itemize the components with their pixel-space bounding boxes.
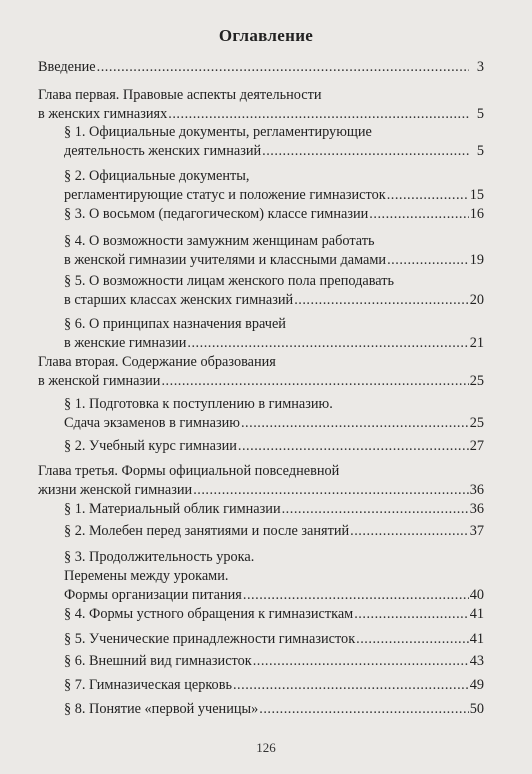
toc-entry-row	[64, 251, 484, 270]
page-title: Оглавление	[218, 26, 314, 45]
dot-leader	[97, 58, 469, 77]
dot-leader	[294, 291, 469, 310]
toc-entry-row	[38, 58, 484, 77]
toc-entry	[38, 462, 484, 500]
toc-page-number: 41	[469, 606, 484, 622]
toc-entry	[64, 315, 484, 353]
toc-entry	[64, 395, 484, 433]
dot-leader	[356, 630, 469, 649]
toc-entry	[38, 58, 484, 77]
toc-page-number: 25	[469, 373, 484, 389]
dot-leader	[369, 205, 468, 224]
toc-entry-row	[38, 481, 484, 500]
toc-page-number: 43	[469, 653, 484, 669]
toc-entry-text: § 3. О восьмом (педагогическом) классе гимназии	[64, 206, 369, 222]
toc-entry-text: § 1. Официальные документы, регламентирующие	[64, 124, 372, 140]
toc-entry-text: Глава вторая. Содержание образования	[38, 354, 276, 370]
toc-entry	[64, 630, 484, 649]
toc-entry	[38, 353, 484, 391]
dot-leader	[259, 700, 468, 719]
toc-entry-row	[64, 334, 484, 353]
toc-entry-text: § 2. Официальные документы,	[64, 168, 250, 184]
toc-page-number: 50	[469, 701, 484, 717]
toc-entry-text: § 4. О возможности замужним женщинам работать	[64, 233, 375, 249]
toc-entry-text: Введение	[38, 59, 96, 75]
toc-entry-text: § 3. Продолжительность урока.	[64, 549, 255, 565]
toc-entry-row	[64, 500, 484, 519]
toc-entry-text: в женской гимназии учителями и классными дамами	[64, 252, 387, 268]
toc-page-number: 41	[469, 631, 484, 647]
toc-entry	[64, 605, 484, 624]
toc-entry	[64, 167, 484, 205]
toc-page-number: 19	[469, 252, 484, 268]
toc-entry-text: § 6. О принципах назначения врачей	[64, 316, 286, 332]
toc-entry	[64, 205, 484, 224]
toc-page-number: 5	[476, 143, 484, 159]
dot-leader	[387, 251, 469, 270]
toc-entry-row	[64, 414, 484, 433]
toc-entry-text: § 1. Подготовка к поступлению в гимназию.	[64, 396, 333, 412]
toc-entry-row	[64, 605, 484, 624]
toc-entry	[64, 700, 484, 719]
toc-entry-text: § 5. Ученические принадлежности гимназисток	[64, 631, 356, 647]
dot-leader	[387, 186, 469, 205]
toc-page-number: 21	[469, 335, 484, 351]
toc-entry-text: Сдача экзаменов в гимназию	[64, 415, 240, 431]
dot-leader	[354, 605, 468, 624]
toc-entry-row	[38, 105, 484, 124]
toc-entry-row	[64, 205, 484, 224]
toc-entry-row	[64, 630, 484, 649]
dot-leader	[241, 414, 469, 433]
toc-entry-text: § 2. Учебный курс гимназии	[64, 438, 237, 454]
toc-entry-text: в женских гимназиях	[38, 106, 168, 122]
dot-leader	[253, 652, 469, 671]
toc-page-number: 40	[469, 587, 484, 603]
dot-leader	[168, 105, 469, 124]
toc-entry-row	[38, 372, 484, 391]
toc-entry	[64, 232, 484, 270]
toc-page-number: 20	[469, 292, 484, 308]
toc-entry-text: § 4. Формы устного обращения к гимназисткам	[64, 606, 354, 622]
dot-leader	[161, 372, 468, 391]
toc-entry-text: Глава третья. Формы официальной повседневной	[38, 463, 340, 479]
toc-page-number: 36	[469, 501, 484, 517]
toc-entry	[64, 437, 484, 456]
toc-entry-text: § 8. Понятие «первой ученицы»	[64, 701, 259, 717]
toc-entry-text: в женской гимназии	[38, 373, 161, 389]
dot-leader	[238, 437, 469, 456]
toc-entry-row	[64, 142, 484, 161]
toc-entry-text: жизни женской гимназии	[38, 482, 193, 498]
toc-entry-row	[64, 186, 484, 205]
toc-page-number: 36	[469, 482, 484, 498]
toc-entry	[64, 272, 484, 310]
dot-leader	[282, 500, 469, 519]
dot-leader	[262, 142, 469, 161]
toc-entry	[64, 676, 484, 695]
toc-entry-row	[64, 522, 484, 541]
dot-leader	[243, 586, 469, 605]
toc-entry	[64, 652, 484, 671]
toc-entry	[64, 123, 484, 161]
toc-page-number: 16	[469, 206, 484, 222]
toc-entry-text: регламентирующие статус и положение гимназисток	[64, 187, 386, 203]
toc-entry	[64, 522, 484, 541]
toc-page-number: 37	[469, 523, 484, 539]
toc-page-number: 49	[469, 677, 484, 693]
toc-page-number: 27	[469, 438, 484, 454]
toc-entry-text: § 2. Молебен перед занятиями и после занятий	[64, 523, 350, 539]
toc-entry-text: деятельность женских гимназий	[64, 143, 262, 159]
toc-entry	[64, 548, 484, 605]
toc-entry-row	[64, 676, 484, 695]
toc-entry-row	[64, 291, 484, 310]
toc-entry-row	[64, 437, 484, 456]
toc-entry-text: § 1. Материальный облик гимназии	[64, 501, 281, 517]
toc-page-number: 3	[476, 59, 484, 75]
toc-entry	[38, 86, 484, 124]
toc-entry-text: в старших классах женских гимназий	[64, 292, 294, 308]
toc-entry-text: в женские гимназии	[64, 335, 187, 351]
toc-entry-text: Перемены между уроками.	[64, 568, 229, 584]
toc-entry-row	[64, 586, 484, 605]
toc-entry-text: Глава первая. Правовые аспекты деятельности	[38, 87, 322, 103]
page-number: 126	[256, 740, 276, 755]
toc-page-number: 25	[469, 415, 484, 431]
toc-entry-text: § 7. Гимназическая церковь	[64, 677, 232, 693]
dot-leader	[193, 481, 469, 500]
dot-leader	[233, 676, 469, 695]
toc-entry-row	[64, 652, 484, 671]
toc-page-number: 5	[476, 106, 484, 122]
toc-entry-text: § 6. Внешний вид гимназисток	[64, 653, 252, 669]
toc-page-number: 15	[469, 187, 484, 203]
dot-leader	[187, 334, 468, 353]
toc-entry-text: § 5. О возможности лицам женского пола преподавать	[64, 273, 395, 289]
toc-entry-row	[64, 700, 484, 719]
dot-leader	[350, 522, 469, 541]
toc-entry	[64, 500, 484, 519]
toc-entry-text: Формы организации питания	[64, 587, 242, 603]
